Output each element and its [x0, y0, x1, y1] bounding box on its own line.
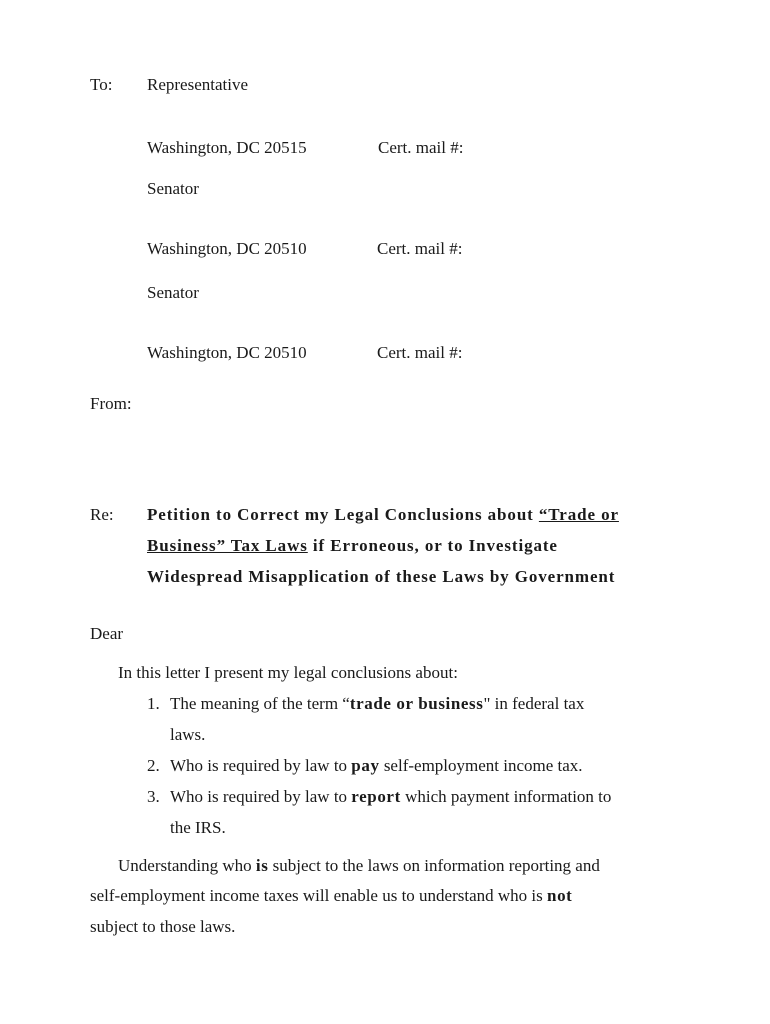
list-item-3-text [170, 786, 611, 808]
recipient-3-address: Washington, DC 20510 [147, 343, 307, 362]
from-label: From: [90, 394, 132, 413]
recipient-2-cert-mail: Cert. mail #: [377, 239, 463, 258]
re-line-1 [147, 504, 619, 526]
list-item-1-number: 1. [147, 694, 160, 713]
list-item-3-bold: report [351, 787, 401, 806]
list-item-2-text [170, 755, 583, 777]
list-item-1-part-a: The meaning of the term “ [170, 694, 350, 713]
list-item-2-bold: pay [351, 756, 380, 775]
to-label: To: [90, 75, 113, 94]
list-item-1-text [170, 693, 584, 715]
recipient-1-cert-mail: Cert. mail #: [378, 138, 464, 157]
list-item-1-continuation: laws. [170, 725, 206, 744]
recipient-1-title: Representative [147, 75, 249, 94]
closing-line-1-part-b: subject to the laws on information reporting and [268, 856, 600, 875]
list-item-1-bold: trade or business [349, 694, 484, 713]
closing-line-2-part-a: self-employment income taxes will enable us to understand who is [90, 886, 548, 905]
closing-line-3: subject to those laws. [90, 917, 236, 936]
re-label: Re: [90, 505, 114, 524]
closing-line-2-bold: not [547, 886, 573, 905]
re-line-1-text: Petition to Correct my Legal Conclusions about [147, 505, 539, 524]
closing-line-1-bold: is [255, 856, 269, 875]
re-line-2-text: if Erroneous, or to Investigate [307, 536, 558, 555]
salutation: Dear [90, 624, 124, 643]
closing-line-1 [118, 855, 600, 877]
list-item-3-part-b: which payment information to [400, 787, 612, 806]
closing-line-1-part-a: Understanding who [118, 856, 256, 875]
re-line-2 [147, 535, 558, 557]
list-item-2-number: 2. [147, 756, 160, 775]
recipient-3-cert-mail: Cert. mail #: [377, 343, 463, 362]
recipient-2-address: Washington, DC 20510 [147, 239, 307, 258]
list-item-3-part-a: Who is required by law to [170, 787, 352, 806]
recipient-1-address: Washington, DC 20515 [147, 138, 307, 157]
closing-line-2 [90, 885, 572, 907]
recipient-2-title: Senator [147, 179, 199, 198]
intro-paragraph: In this letter I present my legal conclusions about: [118, 663, 458, 682]
re-line-3: Widespread Misapplication of these Laws by Government [147, 567, 616, 586]
recipient-3-title: Senator [147, 283, 199, 302]
re-line-2-underlined: Business” Tax Laws [147, 536, 308, 555]
list-item-2-part-a: Who is required by law to [170, 756, 352, 775]
list-item-2-part-b: self-employment income tax. [379, 756, 583, 775]
re-line-1-underlined: “Trade or [538, 505, 619, 524]
list-item-1-part-b: " in federal tax [483, 694, 585, 713]
list-item-3-number: 3. [147, 787, 160, 806]
list-item-3-continuation: the IRS. [170, 818, 226, 837]
